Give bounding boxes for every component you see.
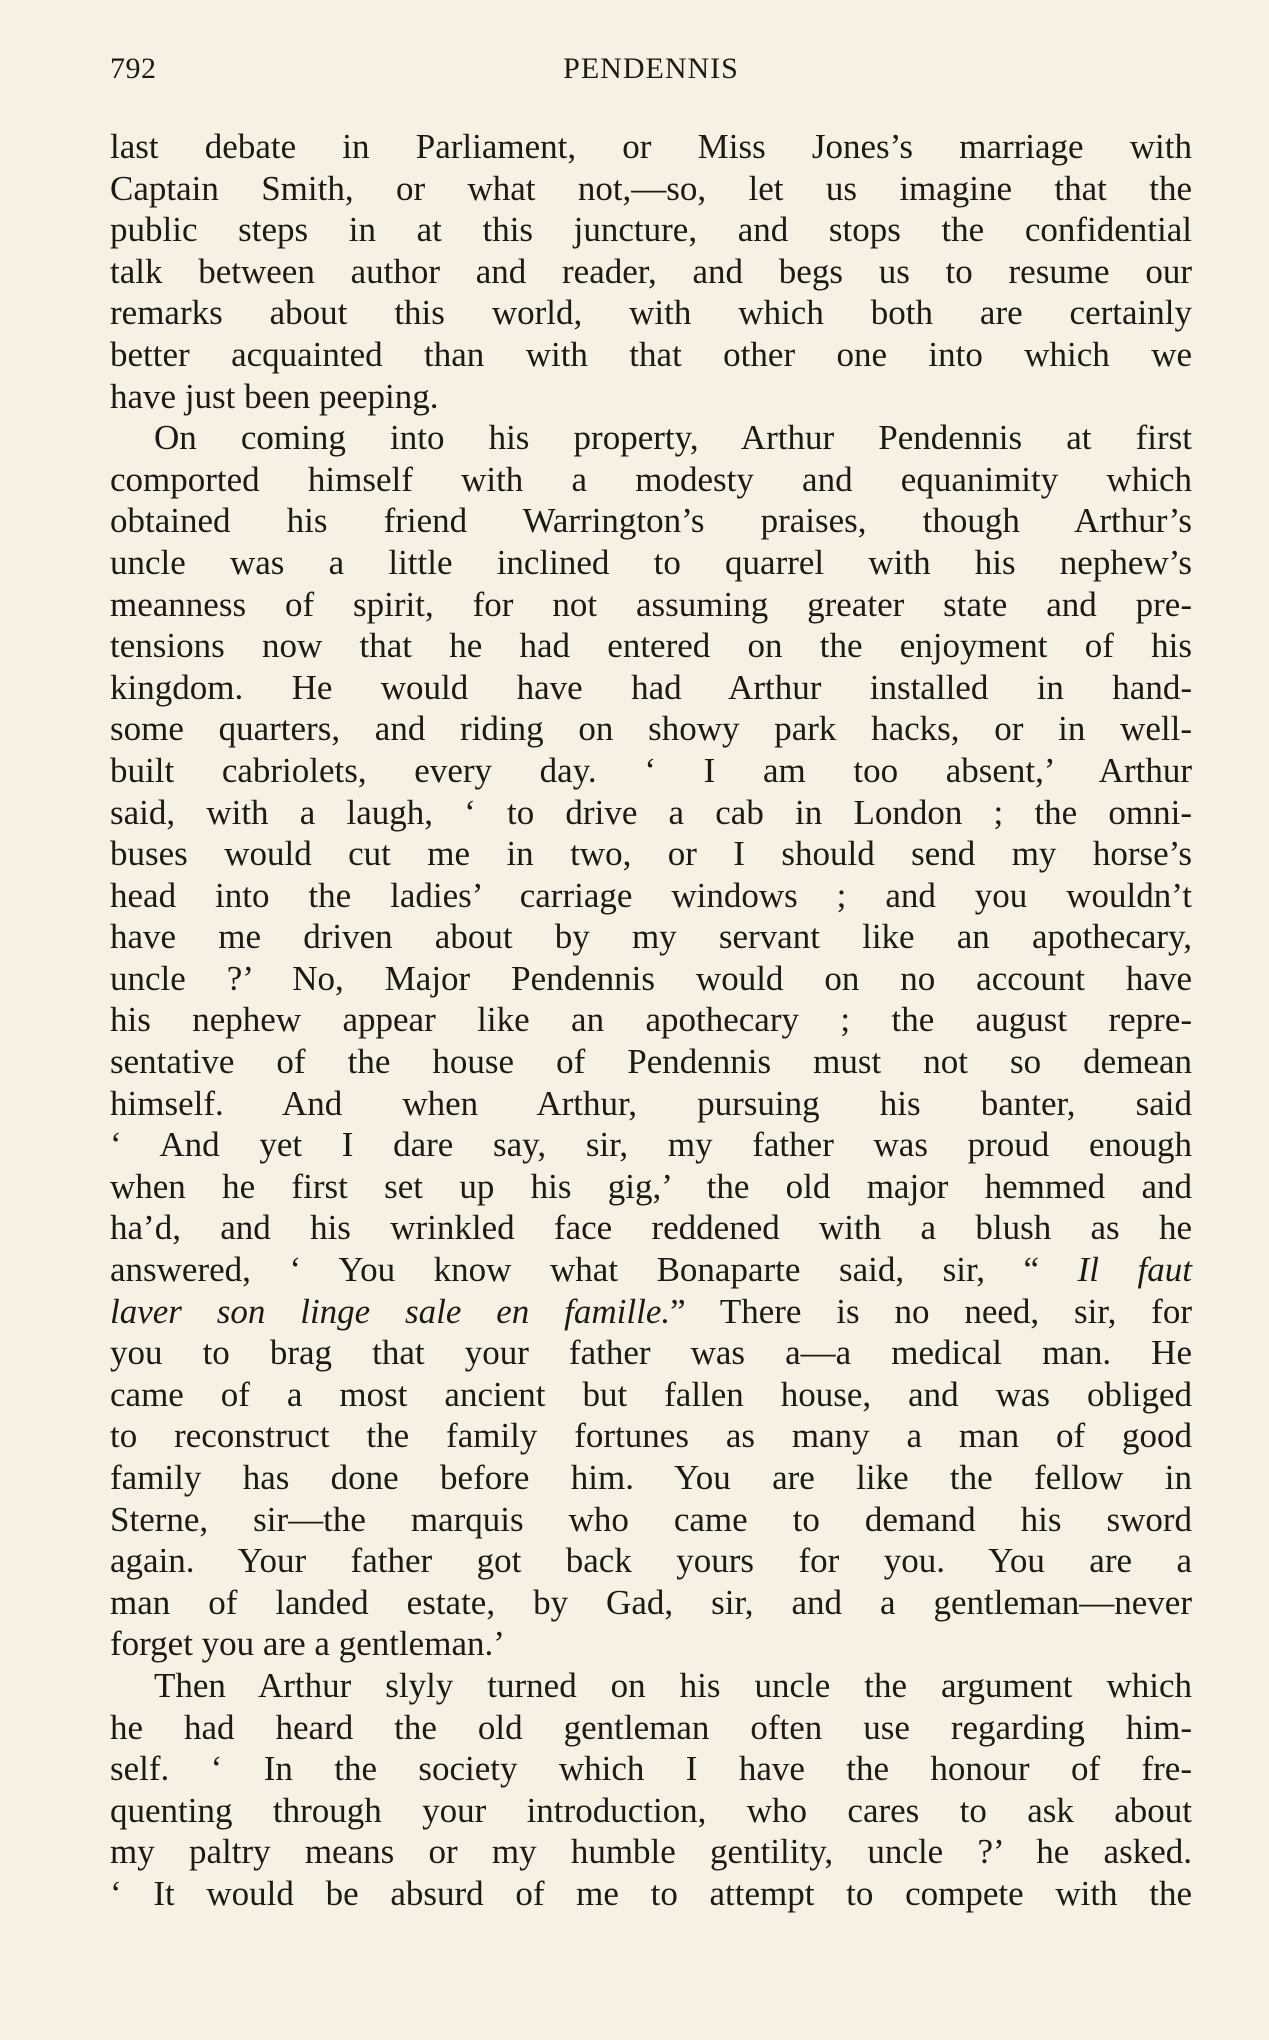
line-text: Captain Smith, or what not,—so, let us imagine that the bbox=[110, 168, 1192, 208]
line-text: family has done before him. You are like the fellow in bbox=[110, 1458, 1192, 1497]
line-text: have me driven about by my servant like an apothecary, bbox=[110, 917, 1192, 957]
line-text: his nephew appear like an apothecary ; the august repre- bbox=[110, 1000, 1192, 1040]
italic-text: Il faut bbox=[1077, 1250, 1193, 1290]
line-text: ‘ It would be absurd of me to attempt to compete with the bbox=[110, 1873, 1192, 1913]
text-line bbox=[110, 1748, 1192, 1790]
line-text: himself. And when Arthur, pursuing his banter, said bbox=[110, 1083, 1192, 1123]
line-text: have just been peeping. bbox=[110, 376, 439, 416]
text-line bbox=[110, 916, 1192, 958]
text-line bbox=[110, 334, 1192, 376]
text-line bbox=[110, 1873, 1192, 1915]
line-text: self. ‘ In the society which I have the honour of fre- bbox=[110, 1749, 1192, 1789]
text-line bbox=[110, 1831, 1192, 1873]
line-text: you to brag that your father was a—a medical man. He bbox=[110, 1333, 1192, 1373]
line-text: quenting through your introduction, who cares to ask about bbox=[110, 1790, 1192, 1830]
line-text: sentative of the house of Pendennis must not so demean bbox=[110, 1042, 1192, 1082]
text-line bbox=[110, 1291, 1192, 1333]
line-text: comported himself with a modesty and equanimity which bbox=[110, 459, 1192, 499]
text-line bbox=[110, 1540, 1192, 1582]
text-line bbox=[110, 209, 1192, 251]
line-text: kingdom. He would have had Arthur installed in hand- bbox=[110, 667, 1192, 707]
text-line bbox=[110, 1582, 1192, 1624]
text-line bbox=[110, 958, 1192, 1000]
text-line bbox=[110, 376, 1192, 418]
page-number: 792 bbox=[110, 52, 157, 85]
line-text: again. Your father got back yours for you. You are a bbox=[110, 1541, 1192, 1581]
text-line bbox=[110, 1499, 1192, 1541]
line-text: said, with a laugh, ‘ to drive a cab in London ; the omni- bbox=[110, 792, 1192, 832]
line-text: Sterne, sir—the marquis who came to demand his sword bbox=[110, 1499, 1192, 1539]
line-text: to reconstruct the family fortunes as many a man of good bbox=[110, 1416, 1192, 1456]
text-line bbox=[110, 1707, 1192, 1749]
line-text: obtained his friend Warrington’s praises, though Arthur’s bbox=[110, 501, 1192, 541]
text-line bbox=[110, 833, 1192, 875]
text-line bbox=[110, 1457, 1192, 1499]
text-line bbox=[110, 625, 1192, 667]
text-line bbox=[110, 584, 1192, 626]
running-head bbox=[110, 52, 1192, 96]
text-line bbox=[110, 1415, 1192, 1457]
text-line bbox=[110, 1041, 1192, 1083]
line-text: uncle was a little inclined to quarrel with his nephew’s bbox=[110, 542, 1192, 582]
line-text: talk between author and reader, and begs us to resume our bbox=[110, 251, 1192, 291]
text-line bbox=[110, 1207, 1192, 1249]
line-text: uncle ?’ No, Major Pendennis would on no account have bbox=[110, 958, 1192, 998]
line-text: head into the ladies’ carriage windows ; and you wouldn’t bbox=[110, 875, 1192, 915]
text-line bbox=[110, 1166, 1192, 1208]
line-text: answered, ‘ You know what Bonaparte said, sir, “ bbox=[110, 1250, 1078, 1290]
line-text: some quarters, and riding on showy park hacks, or in well- bbox=[110, 709, 1192, 749]
line-text: ha’d, and his wrinkled face reddened with a blush as he bbox=[110, 1208, 1192, 1248]
text-line bbox=[110, 542, 1192, 584]
line-text: came of a most ancient but fallen house, and was obliged bbox=[110, 1374, 1192, 1414]
line-text-after: ” There is no need, sir, for bbox=[670, 1291, 1192, 1331]
line-text: meanness of spirit, for not assuming greater state and pre- bbox=[110, 584, 1192, 624]
line-text: built cabriolets, every day. ‘ I am too absent,’ Arthur bbox=[110, 750, 1192, 790]
text-line bbox=[110, 708, 1192, 750]
text-line bbox=[110, 1374, 1192, 1416]
line-text: buses would cut me in two, or I should send my horse’s bbox=[110, 834, 1192, 874]
text-line bbox=[110, 1665, 1192, 1707]
line-text: ‘ And yet I dare say, sir, my father was proud enough bbox=[110, 1125, 1192, 1165]
text-line bbox=[110, 292, 1192, 334]
line-text: man of landed estate, by Gad, sir, and a gentleman—never bbox=[110, 1582, 1192, 1622]
text-line bbox=[110, 1249, 1192, 1291]
line-text: he had heard the old gentleman often use regarding him- bbox=[110, 1707, 1192, 1747]
text-line bbox=[110, 459, 1192, 501]
text-line bbox=[110, 999, 1192, 1041]
text-line bbox=[110, 792, 1192, 834]
line-text: public steps in at this juncture, and stops the confidential bbox=[110, 210, 1192, 250]
text-line bbox=[110, 667, 1192, 709]
text-line bbox=[110, 126, 1192, 168]
text-line bbox=[110, 875, 1192, 917]
text-line bbox=[110, 251, 1192, 293]
text-line bbox=[110, 417, 1192, 459]
running-title: PENDENNIS bbox=[563, 52, 739, 85]
text-line bbox=[110, 1332, 1192, 1374]
line-text: my paltry means or my humble gentility, uncle ?’ he asked. bbox=[110, 1832, 1192, 1872]
body-text bbox=[110, 126, 1192, 1915]
text-line bbox=[110, 1790, 1192, 1832]
line-text: remarks about this world, with which both are certainly bbox=[110, 293, 1192, 333]
text-line bbox=[110, 1083, 1192, 1125]
text-line bbox=[110, 1124, 1192, 1166]
line-text: Then Arthur slyly turned on his uncle the argument which bbox=[154, 1665, 1192, 1705]
line-text: forget you are a gentleman.’ bbox=[110, 1624, 505, 1664]
line-text: better acquainted than with that other one into which we bbox=[110, 334, 1192, 374]
line-text: when he first set up his gig,’ the old major hemmed and bbox=[110, 1166, 1192, 1206]
italic-text: laver son linge sale en famille. bbox=[110, 1291, 671, 1331]
text-line bbox=[110, 168, 1192, 210]
text-line bbox=[110, 500, 1192, 542]
line-text: tensions now that he had entered on the enjoyment of his bbox=[110, 626, 1192, 666]
text-line bbox=[110, 750, 1192, 792]
line-text: On coming into his property, Arthur Pendennis at first bbox=[154, 418, 1192, 458]
line-text: last debate in Parliament, or Miss Jones’s marriage with bbox=[110, 127, 1192, 166]
text-line bbox=[110, 1623, 1192, 1665]
